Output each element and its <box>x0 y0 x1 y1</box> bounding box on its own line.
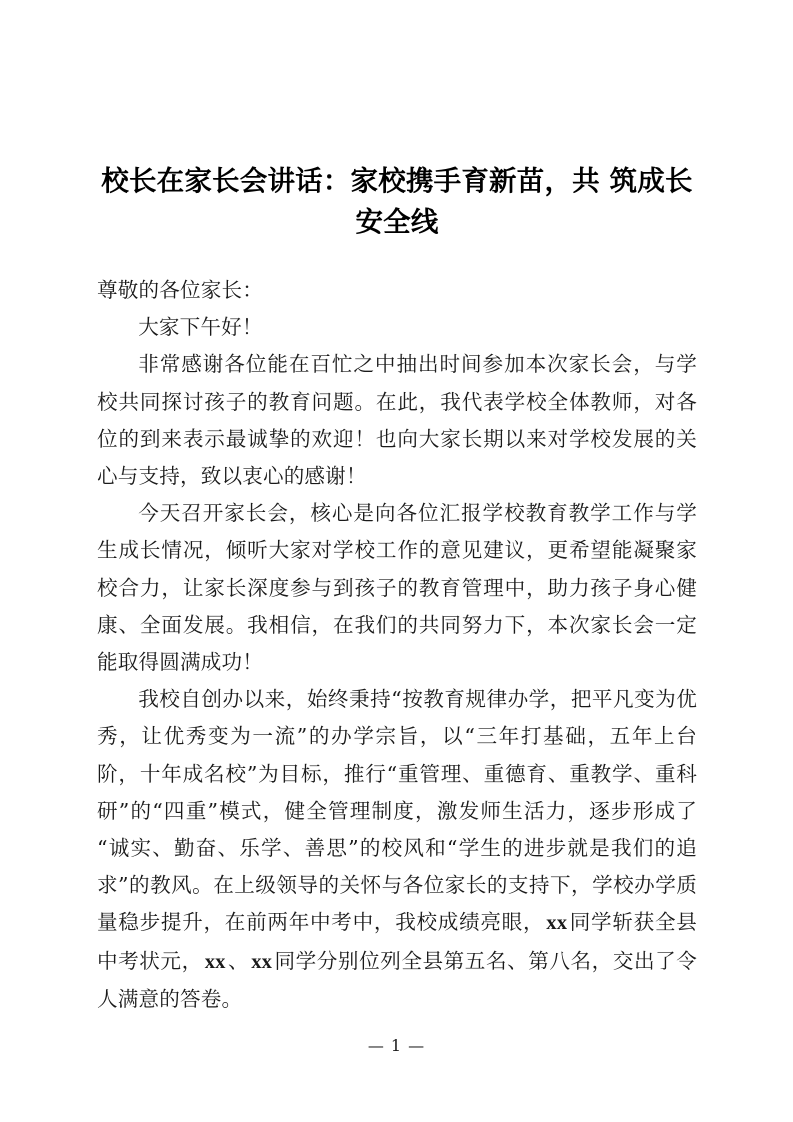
paragraph-purpose: 今天召开家长会，核心是向各位汇报学校教育教学工作与学生成长情况，倾听大家对学校工作的意见建议，更希望能凝聚家校合力，让家长深度参与到孩子的教育管理中，助力孩子身心健康、全面发展。我相信，在我们的共同努力下，本次家长会一定能取得圆满成功！ <box>97 501 697 675</box>
document-body <box>97 272 697 1018</box>
paragraph-salutation: 尊敬的各位家长： <box>97 278 263 302</box>
page-footer <box>0 1036 793 1056</box>
latin-placeholder: xx <box>204 950 226 973</box>
page-number: — 1 — <box>367 1036 426 1055</box>
page-title <box>97 161 697 243</box>
paragraph-greeting: 大家下午好！ <box>138 315 263 340</box>
paragraph-thanks: 非常感谢各位能在百忙之中抽出时间参加本次家长会，与学校共同探讨孩子的教育问题。在此，我代表学校全体教师，对各位的到来表示最诚挚的欢迎！也向大家长期以来对学校发展的关心与支持，致以衷心的感谢！ <box>97 352 697 489</box>
page-title-line-1: 校长在家长会讲话：家校携手育新苗，共 <box>101 165 600 198</box>
latin-placeholder: xx <box>546 912 568 935</box>
paragraph-school-history: 我校自创办以来，始终秉持“按教育规律办学，把平凡变为优秀，让优秀变为一流”的办学宗旨，以“三年打基础，五年上台阶，十年成名校”为目标，推行“重管理、重德育、重教学、重科研”的“四重”模式，健全管理制度，激发师生活力，逐步形成了“诚实、勤奋、乐学、善思”的校风和“学生的进步就是我们的追求”的教风。在上级领导的关怀与各位家长的支持下，学校办学质量稳步提升，在前两年中考中，我校成绩亮眼，xx同学斩获全县中考状元，xx、xx同学分别位列全县第五名、第八名，交出了令人满意的答卷。 <box>97 687 697 1011</box>
latin-placeholder: xx <box>251 950 273 973</box>
page-title-line-2: 筑成长安全线 <box>355 165 693 239</box>
